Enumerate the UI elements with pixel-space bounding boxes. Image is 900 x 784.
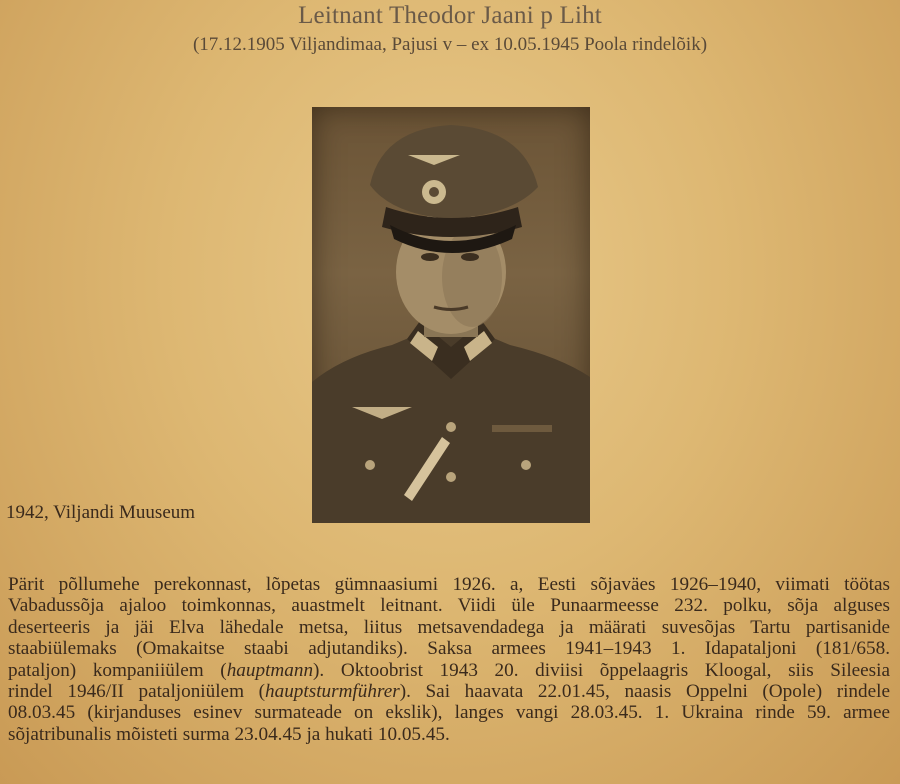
biography-line: pataljon) kompaniiülem (hauptmann). Oktoobrist 1943 20. diviisi õppelaagris Kloogal, siis Sileesia [8,659,890,681]
biography-line: staabiülemaks (Omakaitse staabi adjutandiks). Saksa armees 1941–1943 1. Idapataljoni (181/658. [8,638,890,660]
ribbon-bar [492,425,552,432]
pocket-button [365,460,375,470]
rank-term: hauptsturmführer [265,681,400,703]
left-eye [421,253,439,261]
biography-line: rindel 1946/II pataljoniülem (hauptsturmführer). Sai haavata 22.01.45, naasis Oppelni (Opole) rindele [8,681,890,703]
photo-caption: 1942, Viljandi Muuseum [6,502,196,523]
tunic-button [446,422,456,432]
portrait-illustration [312,107,590,523]
biography-line: sõjatribunalis mõisteti surma 23.04.45 ja hukati 10.05.45. [8,723,450,745]
biography-line: Pärit põllumehe perekonnast, lõpetas gümnaasiumi 1926. a, Eesti sõjaväes 1926–1940, viimati töötas [8,574,890,595]
biography-text [8,574,890,745]
cap-crown [370,125,538,219]
portrait-photo [312,107,590,523]
rank-term: hauptmann [226,659,314,681]
cap-cockade-center [429,187,439,197]
pocket-button [521,460,531,470]
biography-line: Vabadussõja ajaloo toimkonnas, auastmelt leitnant. Viidi üle Punaarmeesse 232. polku, sõja alguses [8,595,890,617]
page-subtitle: (17.12.1905 Viljandimaa, Pajusi v – ex 10.05.1945 Poola rindelõik) [192,34,708,55]
biography-line: deserteeris ja jäi Elva lähedale metsa, liitus metsavendadega ja määrati suvesõjas Tartu partisanide [8,616,890,638]
page-title: Leitnant Theodor Jaani p Liht [298,2,602,29]
biography-line: 08.03.45 (kirjanduses esinev surmateade on ekslik), langes vangi 28.03.45. 1. Ukraina rinde 59. armee [8,702,890,724]
tunic-button [446,472,456,482]
right-eye [461,253,479,261]
